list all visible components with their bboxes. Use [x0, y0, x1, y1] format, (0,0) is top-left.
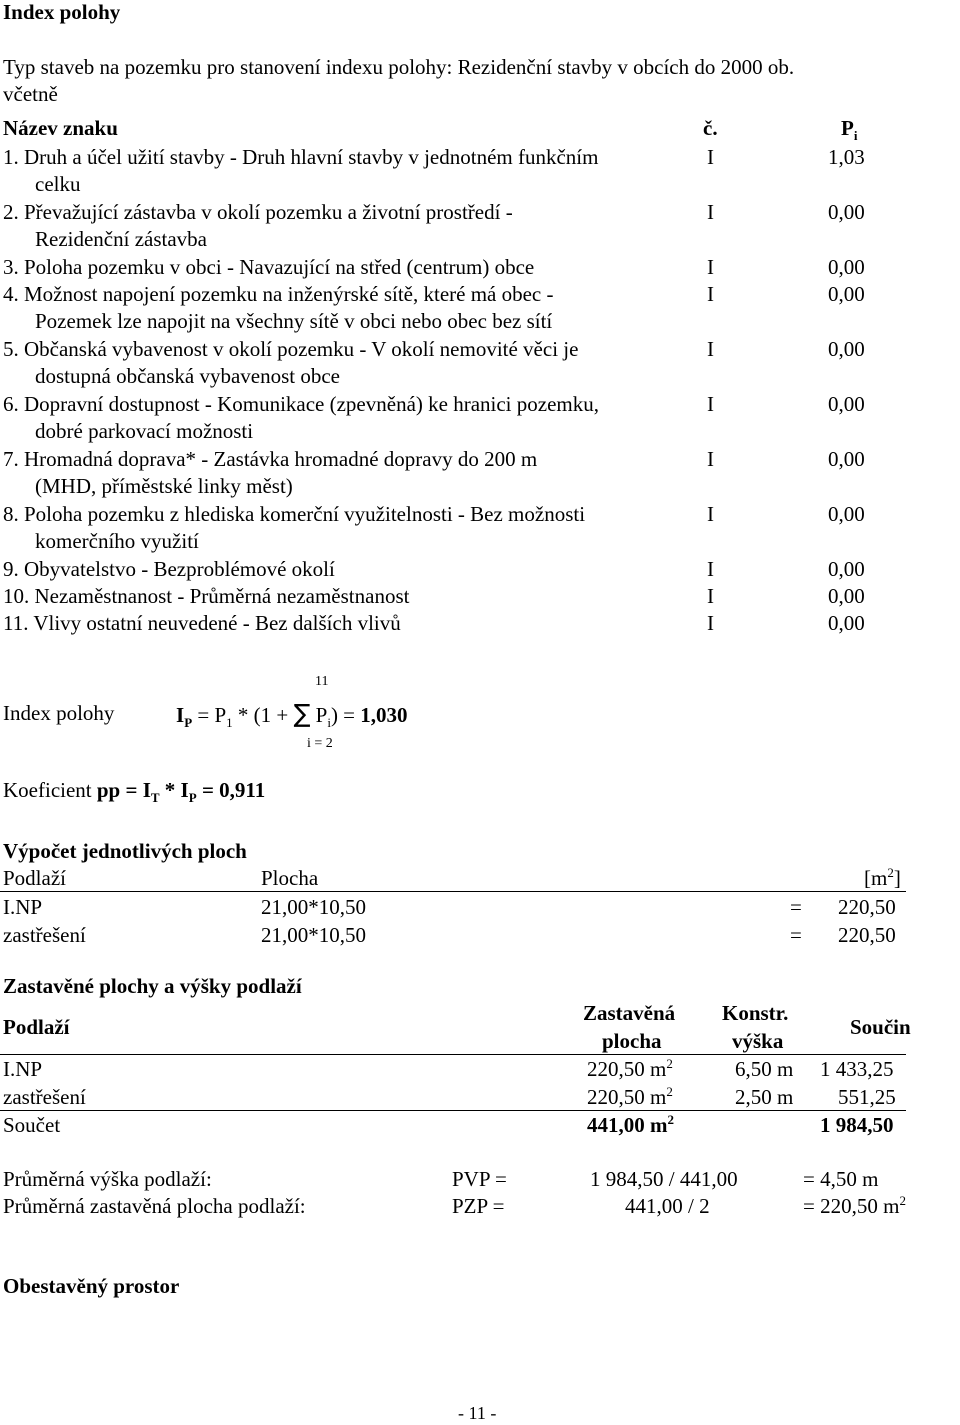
areas-row-1-eq: = — [790, 895, 802, 919]
criterion-5-line-1: 5. Občanská vybavenost v okolí pozemku - V okolí nemovité věci je — [3, 337, 579, 361]
built-row-1-area: 220,50 $m^2$ — [587, 1056, 673, 1081]
areas-row-2-calc: 21,00*10,50 — [261, 923, 366, 947]
criterion-9-value: 0,00 — [828, 557, 865, 581]
criterion-1-line-2: celku — [35, 172, 81, 196]
built-row-2-floor: zastřešení — [3, 1085, 86, 1109]
built-sum-area: 441,00 $m^2$ — [587, 1112, 674, 1137]
criterion-2-line-1: 2. Převažující zástavba v okolí pozemku a životní prostředí - — [3, 200, 513, 224]
criterion-8-line-2: komerčního využití — [35, 529, 199, 553]
areas-row-1-calc: 21,00*10,50 — [261, 895, 366, 919]
criterion-9-line-1: 9. Obyvatelstvo - Bezproblémové okolí — [3, 557, 335, 581]
built-col-height-1: Konstr. — [722, 1001, 789, 1025]
built-sum-divider — [0, 1110, 906, 1111]
criterion-4-class: I — [707, 282, 714, 306]
areas-row-2-eq: = — [790, 923, 802, 947]
type-line-1: Typ staveb na pozemku pro stanovení indexu polohy: Rezidenční stavby v obcích do 2000 ob. — [3, 55, 795, 79]
criterion-5-line-2: dostupná občanská vybavenost obce — [35, 364, 341, 388]
sum-symbol: ∑ — [293, 699, 311, 728]
criterion-1-class: I — [707, 145, 714, 169]
coefficient-line: Koeficient pp = $I_T * I_P = 0,911$ — [3, 778, 266, 806]
header-name: Název znaku — [3, 116, 118, 140]
criterion-1-line-1: 1. Druh a účel užití stavby - Druh hlavní stavby v jednotném funkčním — [3, 145, 599, 169]
criterion-11-value: 0,00 — [828, 611, 865, 635]
criterion-11-line-1: 11. Vlivy ostatní neuvedené - Bez dalších vlivů — [3, 611, 401, 635]
built-row-1-height: 6,50 m — [735, 1057, 794, 1081]
built-col-area-2: plocha — [602, 1029, 662, 1053]
avg-area-label: Průměrná zastavěná plocha podlaží: — [3, 1194, 306, 1218]
criterion-6-line-1: 6. Dopravní dostupnost - Komunikace (zpevněná) ke hranici pozemku, — [3, 392, 599, 416]
areas-title: Výpočet jednotlivých ploch — [3, 839, 247, 863]
built-row-1-product: 1 433,25 — [820, 1057, 894, 1081]
criterion-6-value: 0,00 — [828, 392, 865, 416]
index-formula: $I_P = P_1 * (1$ + ∑ $P_i) = 1,030$ — [176, 699, 408, 731]
criterion-3-class: I — [707, 255, 714, 279]
built-row-1-floor: I.NP — [3, 1057, 43, 1081]
criterion-4-line-2: Pozemek lze napojit na všechny sítě v obci nebo obec bez sítí — [35, 309, 553, 333]
areas-row-2-floor: zastřešení — [3, 923, 86, 947]
criterion-7-line-2: (MHD, příměstské linky měst) — [35, 474, 293, 498]
criterion-7-class: I — [707, 447, 714, 471]
avg-area-result: = 220,50 $m^2$ — [803, 1193, 906, 1218]
areas-col-floor: Podlaží — [3, 866, 66, 890]
sum-lower-limit: i = 2 — [307, 736, 333, 751]
built-col-floor: Podlaží — [3, 1015, 70, 1039]
criterion-5-value: 0,00 — [828, 337, 865, 361]
built-header-divider — [0, 1054, 906, 1055]
areas-col-unit: $[m^2]$ — [864, 865, 901, 890]
formula-label: Index polohy — [3, 701, 115, 725]
criterion-2-line-2: Rezidenční zástavba — [35, 227, 207, 251]
built-sum-product: 1 984,50 — [820, 1113, 894, 1137]
avg-height-abbr: PVP = — [452, 1167, 507, 1191]
criterion-8-line-1: 8. Poloha pozemku z hlediska komerční využitelnosti - Bez možnosti — [3, 502, 586, 526]
criterion-2-class: I — [707, 200, 714, 224]
criterion-6-class: I — [707, 392, 714, 416]
criterion-10-line-1: 10. Nezaměstnanost - Průměrná nezaměstnanost — [3, 584, 410, 608]
areas-row-2-value: 220,50 — [838, 923, 896, 947]
criterion-4-value: 0,00 — [828, 282, 865, 306]
page-number: - 11 - — [458, 1403, 497, 1423]
criterion-8-value: 0,00 — [828, 502, 865, 526]
criterion-4-line-1: 4. Možnost napojení pozemku na inženýrské sítě, které má obec - — [3, 282, 554, 306]
avg-height-result: = 4,50 m — [803, 1167, 879, 1191]
criterion-7-line-1: 7. Hromadná doprava* - Zastávka hromadné dopravy do 200 m — [3, 447, 538, 471]
built-sum-label: Součet — [3, 1113, 61, 1137]
built-row-2-height: 2,50 m — [735, 1085, 794, 1109]
criterion-8-class: I — [707, 502, 714, 526]
section-title: Obestavěný prostor — [3, 1274, 180, 1298]
built-row-2-product: 551,25 — [838, 1085, 896, 1109]
avg-area-calc: 441,00 / 2 — [625, 1194, 710, 1218]
avg-area-abbr: PZP = — [452, 1194, 505, 1218]
criterion-9-class: I — [707, 557, 714, 581]
areas-header-divider — [0, 891, 906, 892]
type-line-2: včetně — [3, 82, 58, 106]
areas-row-1-floor: I.NP — [3, 895, 43, 919]
criterion-10-value: 0,00 — [828, 584, 865, 608]
criterion-7-value: 0,00 — [828, 447, 865, 471]
criterion-10-class: I — [707, 584, 714, 608]
header-p: $P_i$ — [841, 116, 858, 144]
criterion-5-class: I — [707, 337, 714, 361]
criterion-3-line-1: 3. Poloha pozemku v obci - Navazující na střed (centrum) obce — [3, 255, 535, 279]
avg-height-label: Průměrná výška podlaží: — [3, 1167, 212, 1191]
avg-height-calc: 1 984,50 / 441,00 — [590, 1167, 738, 1191]
built-col-product: Součin — [850, 1015, 911, 1039]
built-col-height-2: výška — [732, 1029, 784, 1053]
built-title: Zastavěné plochy a výšky podlaží — [3, 974, 302, 998]
criterion-3-value: 0,00 — [828, 255, 865, 279]
built-col-area-1: Zastavěná — [583, 1001, 676, 1025]
criterion-1-value: 1,03 — [828, 145, 865, 169]
page-title: Index polohy — [3, 0, 121, 24]
criterion-11-class: I — [707, 611, 714, 635]
criterion-6-line-2: dobré parkovací možnosti — [35, 419, 254, 443]
sum-upper-limit: 11 — [315, 674, 329, 689]
header-no: č. — [703, 116, 718, 140]
criterion-2-value: 0,00 — [828, 200, 865, 224]
areas-row-1-value: 220,50 — [838, 895, 896, 919]
built-row-2-area: 220,50 $m^2$ — [587, 1084, 673, 1109]
areas-col-area: Plocha — [261, 866, 319, 890]
